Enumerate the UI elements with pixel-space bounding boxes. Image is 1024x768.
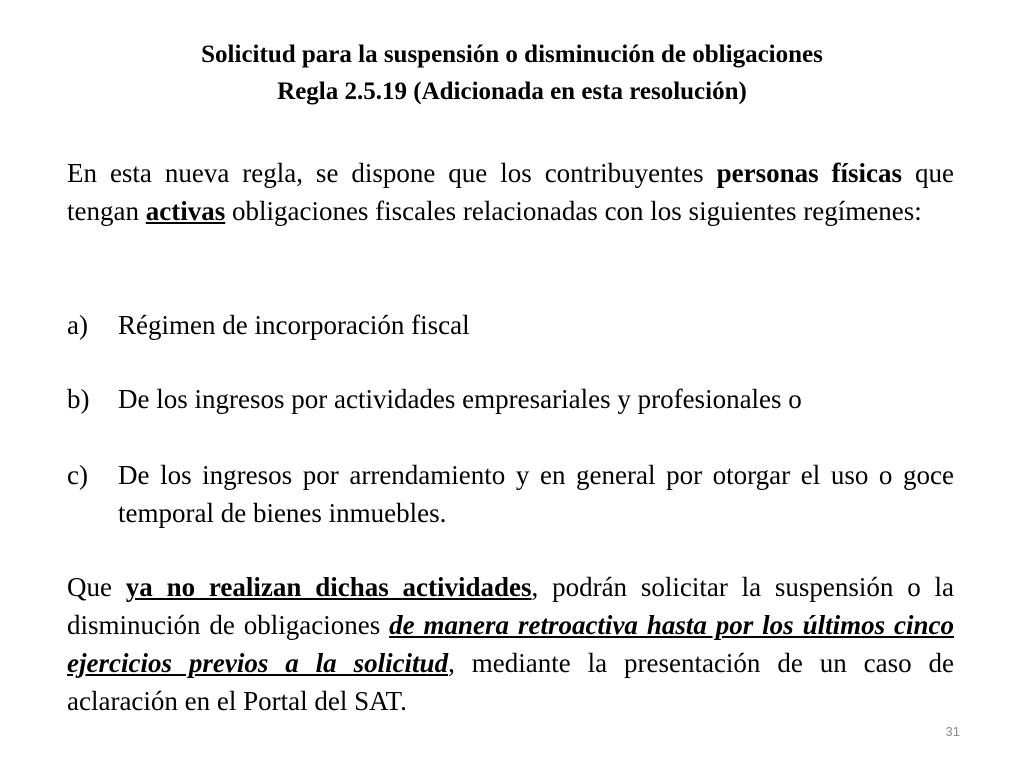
list-text-b: De los ingresos por actividades empresariales y profesionales o [118, 384, 802, 414]
closing-paragraph [67, 568, 954, 720]
intro-paragraph [67, 154, 954, 230]
closing-emphasis-retroactiva: de manera retroactiva hasta por los últimos cinco ejercicios previos a la solicitud [67, 610, 954, 678]
closing-underlined-actividades: ya no realizan dichas actividades [125, 572, 532, 602]
closing-text-2: , podrán solicitar la suspensión o la disminución de obligaciones [67, 572, 955, 640]
slide-title [60, 36, 964, 110]
intro-bold-personas-fisicas: personas físicas [716, 158, 903, 188]
title-line-1: Solicitud para la suspensión o disminución de obligaciones [201, 41, 823, 68]
list-marker-b: b) [67, 384, 90, 414]
list-item-c [67, 456, 954, 532]
list-text-a: Régimen de incorporación fiscal [118, 310, 470, 340]
intro-text-3: obligaciones fiscales relacionadas con los siguientes regímenes: [225, 196, 922, 226]
closing-text-1: Que [67, 572, 126, 602]
intro-underlined-activas: activas [145, 196, 226, 226]
list-marker-c: c) [67, 460, 88, 490]
intro-text-1: En esta nueva regla, se dispone que los contribuyentes [67, 158, 717, 188]
intro-text-2: que tengan [67, 158, 954, 226]
list-item-a [67, 306, 954, 344]
title-line-2: Regla 2.5.19 (Adicionada en esta resolución) [277, 78, 747, 105]
closing-text-3: , mediante la presentación de un caso de aclaración en el Portal del SAT. [67, 648, 954, 716]
page-number: 31 [945, 724, 960, 739]
list-text-c: De los ingresos por arrendamiento y en general por otorgar el uso o goce temporal de bienes inmuebles. [118, 460, 954, 528]
list-item-b [67, 380, 954, 418]
list-marker-a: a) [67, 310, 88, 340]
